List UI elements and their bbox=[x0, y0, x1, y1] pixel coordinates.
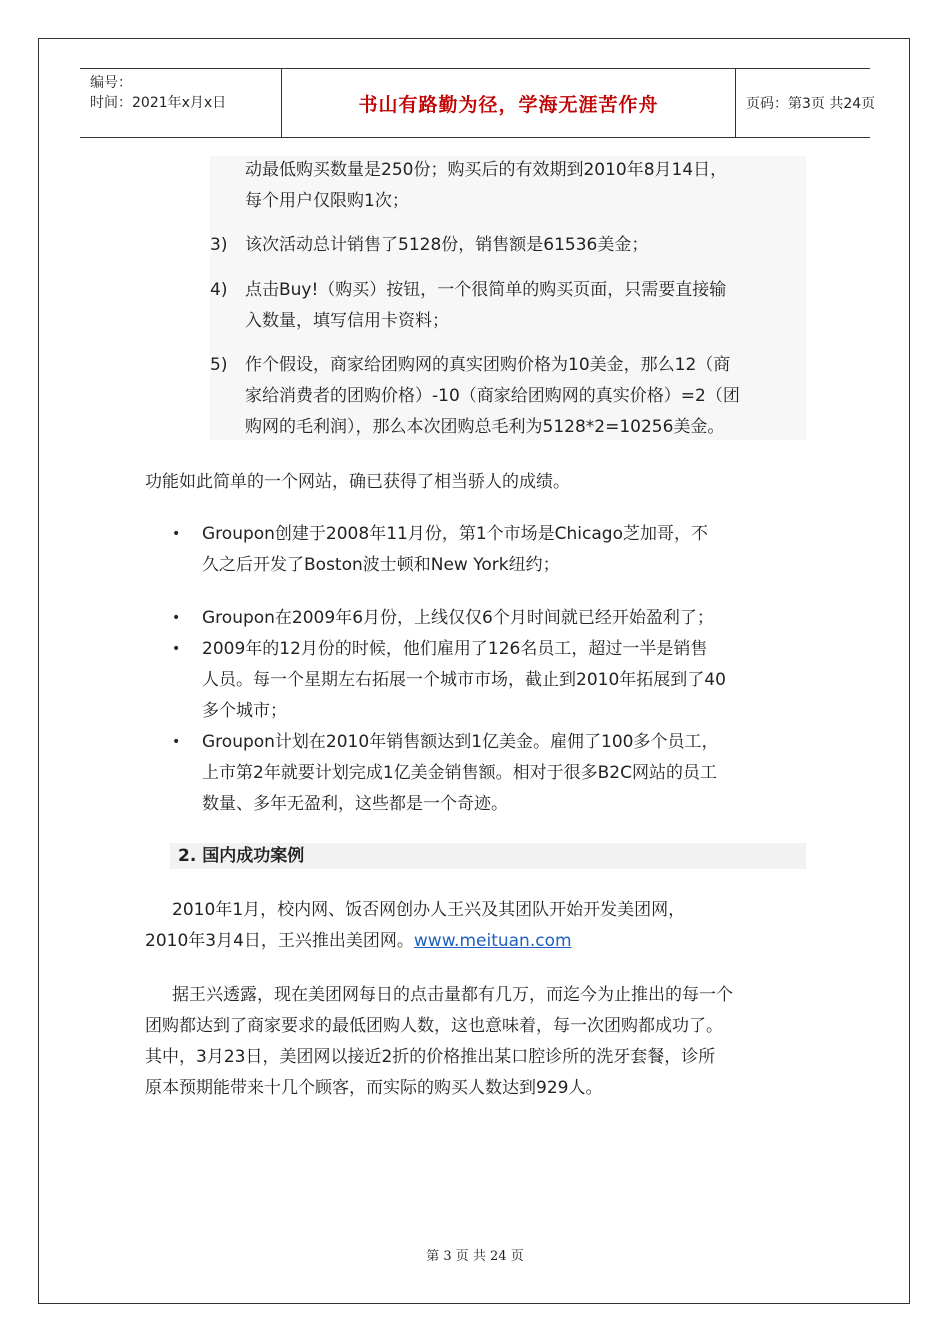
list-continuation-line: 动最低购买数量是250份；购买后的有效期到2010年8月14日， bbox=[245, 160, 728, 180]
bullet-text: 久之后开发了Boston波士顿和New York纽约； bbox=[202, 555, 560, 575]
page-footer: 第 3 页 共 24 页 bbox=[426, 1249, 524, 1264]
bullet-text: Groupon在2009年6月份，上线仅仅6个月时间就已经开始盈利了； bbox=[202, 608, 714, 628]
header-motto: 书山有路勤为径，学海无涯苦作舟 bbox=[282, 69, 736, 137]
bullet-text: Groupon创建于2008年11月份，第1个市场是Chicago芝加哥，不 bbox=[202, 524, 708, 544]
code-label: 编号： bbox=[90, 75, 132, 91]
bullet-text: 多个城市； bbox=[202, 701, 287, 721]
meituan-link[interactable]: www.meituan.com bbox=[413, 931, 572, 951]
paragraph-text: 2010年3月4日，王兴推出美团网。 bbox=[145, 931, 414, 951]
list-item-text: 点击Buy!（购买）按钮，一个很简单的购买页面，只需要直接输 bbox=[245, 280, 727, 300]
page-header bbox=[80, 68, 876, 138]
bullet-text: Groupon计划在2010年销售额达到1亿美金。雇佣了100多个员工， bbox=[202, 732, 719, 752]
list-item-number: 4) bbox=[210, 280, 228, 300]
bullet-text: 数量、多年无盈利，这些都是一个奇迹。 bbox=[202, 794, 508, 814]
bullet-text: 2009年的12月份的时候，他们雇用了126名员工，超过一半是销售 bbox=[202, 639, 708, 659]
list-item-number: 5) bbox=[210, 355, 228, 375]
header-page-info: 页码：第3页 共24页 bbox=[746, 96, 876, 112]
list-item-text: 入数量，填写信用卡资料； bbox=[245, 311, 449, 331]
list-item-number: 3) bbox=[210, 235, 228, 255]
paragraph-line: 据王兴透露，现在美团网每日的点击量都有几万，而迄今为止推出的每一个 bbox=[172, 985, 733, 1005]
section-heading: 2. 国内成功案例 bbox=[178, 846, 305, 866]
paragraph-line: 其中，3月23日，美团网以接近2折的价格推出某口腔诊所的洗牙套餐，诊所 bbox=[145, 1047, 716, 1067]
list-item-text: 家给消费者的团购价格）-10（商家给团购网的真实价格）=2（团 bbox=[245, 386, 740, 406]
list-item-text: 购网的毛利润），那么本次团购总毛利为5128*2=10256美金。 bbox=[245, 417, 725, 437]
header-meta-cell bbox=[80, 69, 282, 137]
bullet-dot: • bbox=[172, 641, 181, 657]
summary-paragraph: 功能如此简单的一个网站，确已获得了相当骄人的成绩。 bbox=[145, 472, 570, 492]
list-continuation-line: 每个用户仅限购1次； bbox=[245, 191, 409, 211]
bullet-text: 上市第2年就要计划完成1亿美金销售额。相对于很多B2C网站的员工 bbox=[202, 763, 717, 783]
bullet-dot: • bbox=[172, 526, 181, 542]
paragraph-line: 团购都达到了商家要求的最低团购人数，这也意味着，每一次团购都成功了。 bbox=[145, 1016, 723, 1036]
list-item-text: 作个假设，商家给团购网的真实团购价格为10美金，那么12（商 bbox=[245, 355, 731, 375]
paragraph-line: 2010年1月，校内网、饭否网创办人王兴及其团队开始开发美团网， bbox=[172, 900, 686, 920]
time-label: 时间：2021年x月x日 bbox=[90, 95, 227, 111]
bullet-dot: • bbox=[172, 734, 181, 750]
bullet-text: 人员。每一个星期左右拓展一个城市市场，截止到2010年拓展到了40 bbox=[202, 670, 726, 690]
paragraph-line: 原本预期能带来十几个顾客，而实际的购买人数达到929人。 bbox=[145, 1078, 603, 1098]
bullet-dot: • bbox=[172, 610, 181, 626]
list-item-text: 该次活动总计销售了5128份，销售额是61536美金； bbox=[245, 235, 649, 255]
paragraph-line bbox=[145, 926, 572, 957]
